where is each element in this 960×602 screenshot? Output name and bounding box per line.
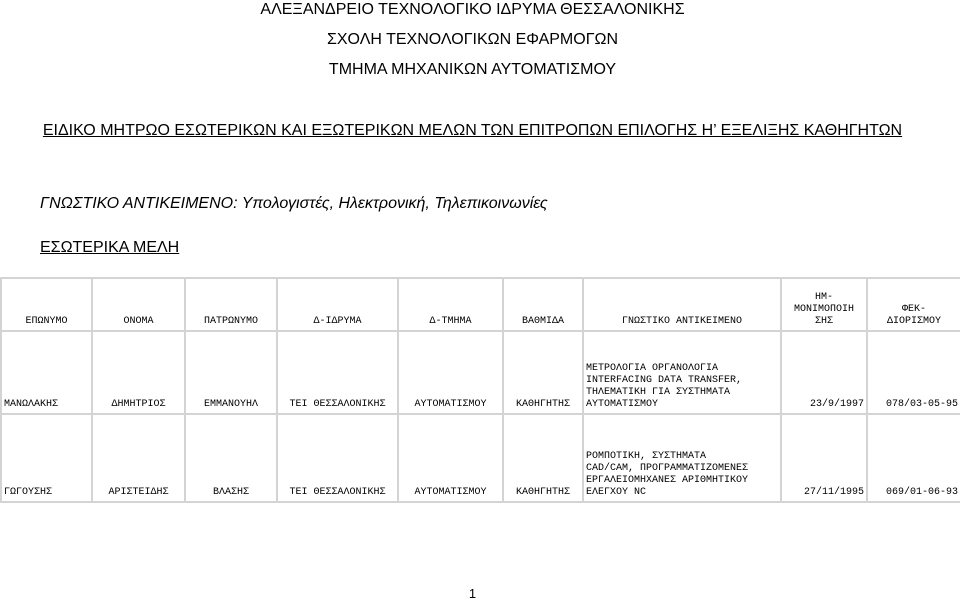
department-name: ΤΜΗΜΑ ΜΗΧΑΝΙΚΩΝ ΑΥΤΟΜΑΤΙΣΜΟΥ — [328, 61, 617, 78]
section-title: ΕΣΩΤΕΡΙΚΑ ΜΕΛΗ — [40, 239, 180, 256]
cell-name: ΑΡΙΣΤΕΙΔΗΣ — [92, 414, 185, 502]
subject-line: ΓΝΩΣΤΙΚΟ ΑΝΤΙΚΕΙΜΕΝΟ: Υπολογιστές, Ηλεκτρονική, Τηλεπικοινωνίες — [40, 195, 548, 212]
cell-tenure-date: 27/11/1995 — [781, 414, 867, 502]
table-header-row — [1, 278, 960, 331]
column-header-tenure-date: ΗΜ- ΜΟΝΙΜΟΠΟΙΗ ΣΗΣ — [781, 278, 867, 331]
column-header-department: Δ-ΤΜΗΜΑ — [398, 278, 503, 331]
column-header-name: ΟΝΟΜΑ — [92, 278, 185, 331]
column-header-surname: ΕΠΩΝΥΜΟ — [1, 278, 92, 331]
members-table — [0, 277, 960, 503]
cell-fathers-name: ΕΜΜΑΝΟΥΗΛ — [185, 331, 277, 414]
cell-institution: ΤΕΙ ΘΕΣΣΑΛΟΝΙΚΗΣ — [277, 331, 398, 414]
column-header-appointment-gazette: ΦΕΚ- ΔΙΟΡΙΣΜΟΥ — [867, 278, 960, 331]
page-number: 1 — [468, 586, 477, 601]
column-header-subject: ΓΝΩΣΤΙΚΟ ΑΝΤΙΚΕΙΜΕΝΟ — [583, 278, 781, 331]
cell-institution: ΤΕΙ ΘΕΣΣΑΛΟΝΙΚΗΣ — [277, 414, 398, 502]
cell-rank: ΚΑΘΗΓΗΤΗΣ — [503, 414, 583, 502]
column-header-rank: ΒΑΘΜΙΔΑ — [503, 278, 583, 331]
cell-department: ΑΥΤΟΜΑΤΙΣΜΟΥ — [398, 414, 503, 502]
column-header-institution: Δ-ΙΔΡΥΜΑ — [277, 278, 398, 331]
cell-appointment-gazette: 078/03-05-95 — [867, 331, 960, 414]
cell-fathers-name: ΒΛΑΣΗΣ — [185, 414, 277, 502]
cell-name: ΔΗΜΗΤΡΙΟΣ — [92, 331, 185, 414]
institution-name: ΑΛΕΞΑΝΔΡΕΙΟ ΤΕΧΝΟΛΟΓΙΚΟ ΙΔΡΥΜΑ ΘΕΣΣΑΛΟΝΙΚΗΣ — [260, 1, 685, 18]
cell-rank: ΚΑΘΗΓΗΤΗΣ — [503, 331, 583, 414]
cell-appointment-gazette: 069/01-06-93 — [867, 414, 960, 502]
cell-tenure-date: 23/9/1997 — [781, 331, 867, 414]
cell-subject: ΜΕΤΡΟΛΟΓΙΑ ΟΡΓΑΝΟΛΟΓΙΑ INTERFACING DATA TRANSFER, ΤΗΛΕΜΑΤΙΚΗ ΓΙΑ ΣΥΣΤΗΜΑΤΑ ΑΥΤΟΜΑΤΙΣΜΟΥ — [583, 331, 781, 414]
cell-department: ΑΥΤΟΜΑΤΙΣΜΟΥ — [398, 331, 503, 414]
cell-surname: ΜΑΝΩΛΑΚΗΣ — [1, 331, 92, 414]
cell-subject: ΡΟΜΠΟΤΙΚΗ, ΣΥΣΤΗΜΑΤΑ CAD/CAM, ΠΡΟΓΡΑΜΜΑΤΙΖΟΜΕΝΕΣ ΕΡΓΑΛΕΙΟΜΗΧΑΝΕΣ ΑΡΙΘΜΗΤΙΚΟΥ ΕΛΕΓΧΟΥ NC — [583, 414, 781, 502]
column-header-fathers-name: ΠΑΤΡΩΝΥΜΟ — [185, 278, 277, 331]
register-title: ΕΙΔΙΚΟ ΜΗΤΡΩΟ ΕΣΩΤΕΡΙΚΩΝ ΚΑΙ ΕΞΩΤΕΡΙΚΩΝ ΜΕΛΩΝ ΤΩΝ ΕΠΙΤΡΟΠΩΝ ΕΠΙΛΟΓΗΣ Η’ ΕΞΕΛΙΞΗΣ ΚΑΘΗΓΗΤΩΝ — [42, 122, 903, 139]
cell-surname: ΓΩΓΟΥΣΗΣ — [1, 414, 92, 502]
table-row — [1, 414, 960, 502]
table-row — [1, 331, 960, 414]
school-name: ΣΧΟΛΗ ΤΕΧΝΟΛΟΓΙΚΩΝ ΕΦΑΡΜΟΓΩΝ — [326, 31, 619, 48]
